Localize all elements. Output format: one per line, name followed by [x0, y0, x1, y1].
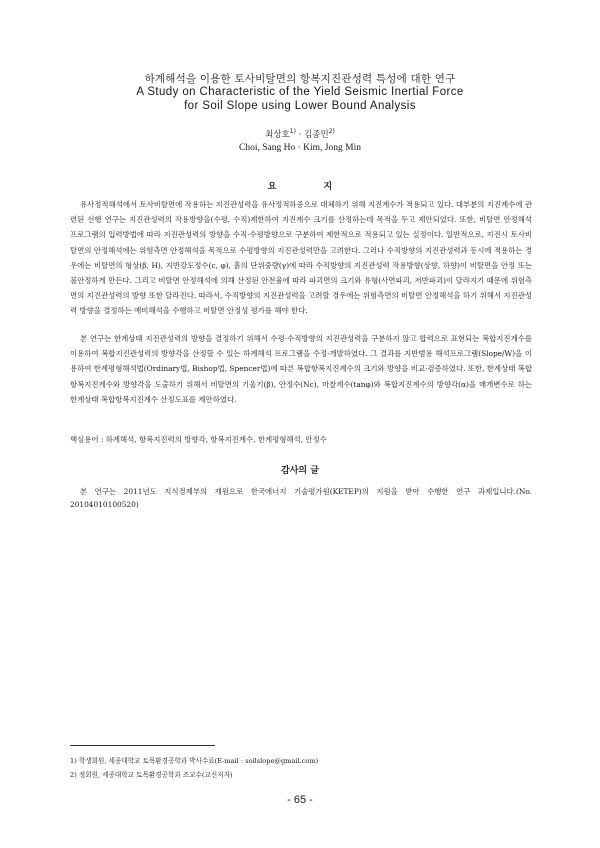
author2-name: 김종민 [304, 130, 329, 140]
author2-footnote-mark: 2) [328, 128, 335, 136]
author1-footnote-mark: 1) [289, 128, 296, 136]
footnote-1: 1) 학생회원, 세종대학교 토목환경공학과 박사수료(E-mail : soilslope@gmail.com) [70, 757, 319, 765]
author-separator: · [295, 130, 305, 140]
footnote-divider [70, 745, 215, 746]
title-korean: 하계해석을 이용한 토사비탈면의 항복지진관성력 특성에 대한 연구 [144, 73, 456, 85]
author1-name: 최상호 [265, 130, 290, 140]
page-number: - 65 - [287, 794, 313, 806]
abstract-paragraph-2: 본 연구는 한계상태 지진관성력의 방향을 결정하기 위해서 수평·수직방향의 지진관성력을 구분하지 않고 합력으로 표현되는 복합지진계수를 이용하여 복합지진관성력의 방향각을 산정할 수 있는 하계해석 프로그램을 수정·개발하였다. 그 결과를 지반범용 해석프로그램(Slope/W)을 이용하여 한계평형해석법(Ordinary법, Bishop법, Spencer법)에 따른 복합항복지진계수의 크기와 방향을 비교·검증하였다. 또한, 한계상태 복합항복지진계수와 방향각을 도출하기 위해서 비탈면의 기울기(β), 안정수(Nc), 마찰계수(tanφ)와 복합지진계수의 방향각(α)을 매개변수로 하는 한계상태 복합항복지진계수 산정도표를 제안하였다. [70, 334, 532, 404]
title-english-line1: A Study on Characteristic of the Yield Seismic Inertial Force [136, 86, 464, 98]
authors-english: Choi, Sang Ho · Kim, Jong Min [239, 143, 361, 153]
abstract-paragraph-1: 유사정적해석에서 토사비탈면에 작용하는 지진관성력을 유사정적하중으로 대체하기 위해 지진계수가 적용되고 있다. 대부분의 지진계수에 관련된 선행 연구는 지진관성력의 작용방향을(수평, 수직)제한하여 지진계수 크기를 산정하는데 목적을 두고 제안되었다. 또한, 비탈면 안정해석 프로그램의 입력방법에 따라 지진관성력의 방향을 수직·수평방향으로 구분하여 제한적으로 적용되고 있는 실정이다. 일반적으로, 지진시 토사비탈면의 안정해석에는 위험측면 안정해석을 목적으로 수평방향의 지진관성력만을 고려한다. 그러나 수직방향의 지진관성력과 동시에 적용하는 경우에는 비탈면의 형상(β, H), 지반강도정수(c, φ), 흙의 단위중량(γ)에 따라 수직방향의 지진관성력 작용방향(상향, 하향)이 비탈면을 안정 또는 불안정하게 만든다. 그리고 비탈면 안정해석에 의해 산정된 안전율에 따라 파괴면의 크기와 유형(사면파괴, 저반파괴)이 달라지기 때문에 위험측면의 지진관성력의 방향 또한 달라진다. 따라서, 수직방향의 지진관성력을 고려할 경우에는 위험측면의 비탈면 안정해석을 하기 위해서 지진관성력 방향을 결정하는 예비해석을 수행하고 비탈면 안정성 평가를 해야 한다. [70, 200, 532, 316]
abstract-heading: 요 지 [267, 182, 355, 192]
acknowledgement-heading: 감사의 글 [281, 466, 319, 476]
footnote-2: 2) 정회원, 세종대학교 토목환경공학과 조교수(교신저자) [70, 771, 233, 779]
keywords: 핵심용어 : 하계해석, 항복지진력의 방향각, 항복지진계수, 한계평형해석, 안정수 [70, 435, 327, 444]
authors-korean [40, 128, 560, 140]
title-english-line2: for Soil Slope using Lower Bound Analysis [184, 100, 416, 112]
acknowledgement-text: 본 연구는 2011년도 지식경제부의 재원으로 한국에너지 기술평가원(KETEP)의 지원을 받아 수행한 연구 과제입니다.(No. 20104010100520) [70, 487, 532, 509]
